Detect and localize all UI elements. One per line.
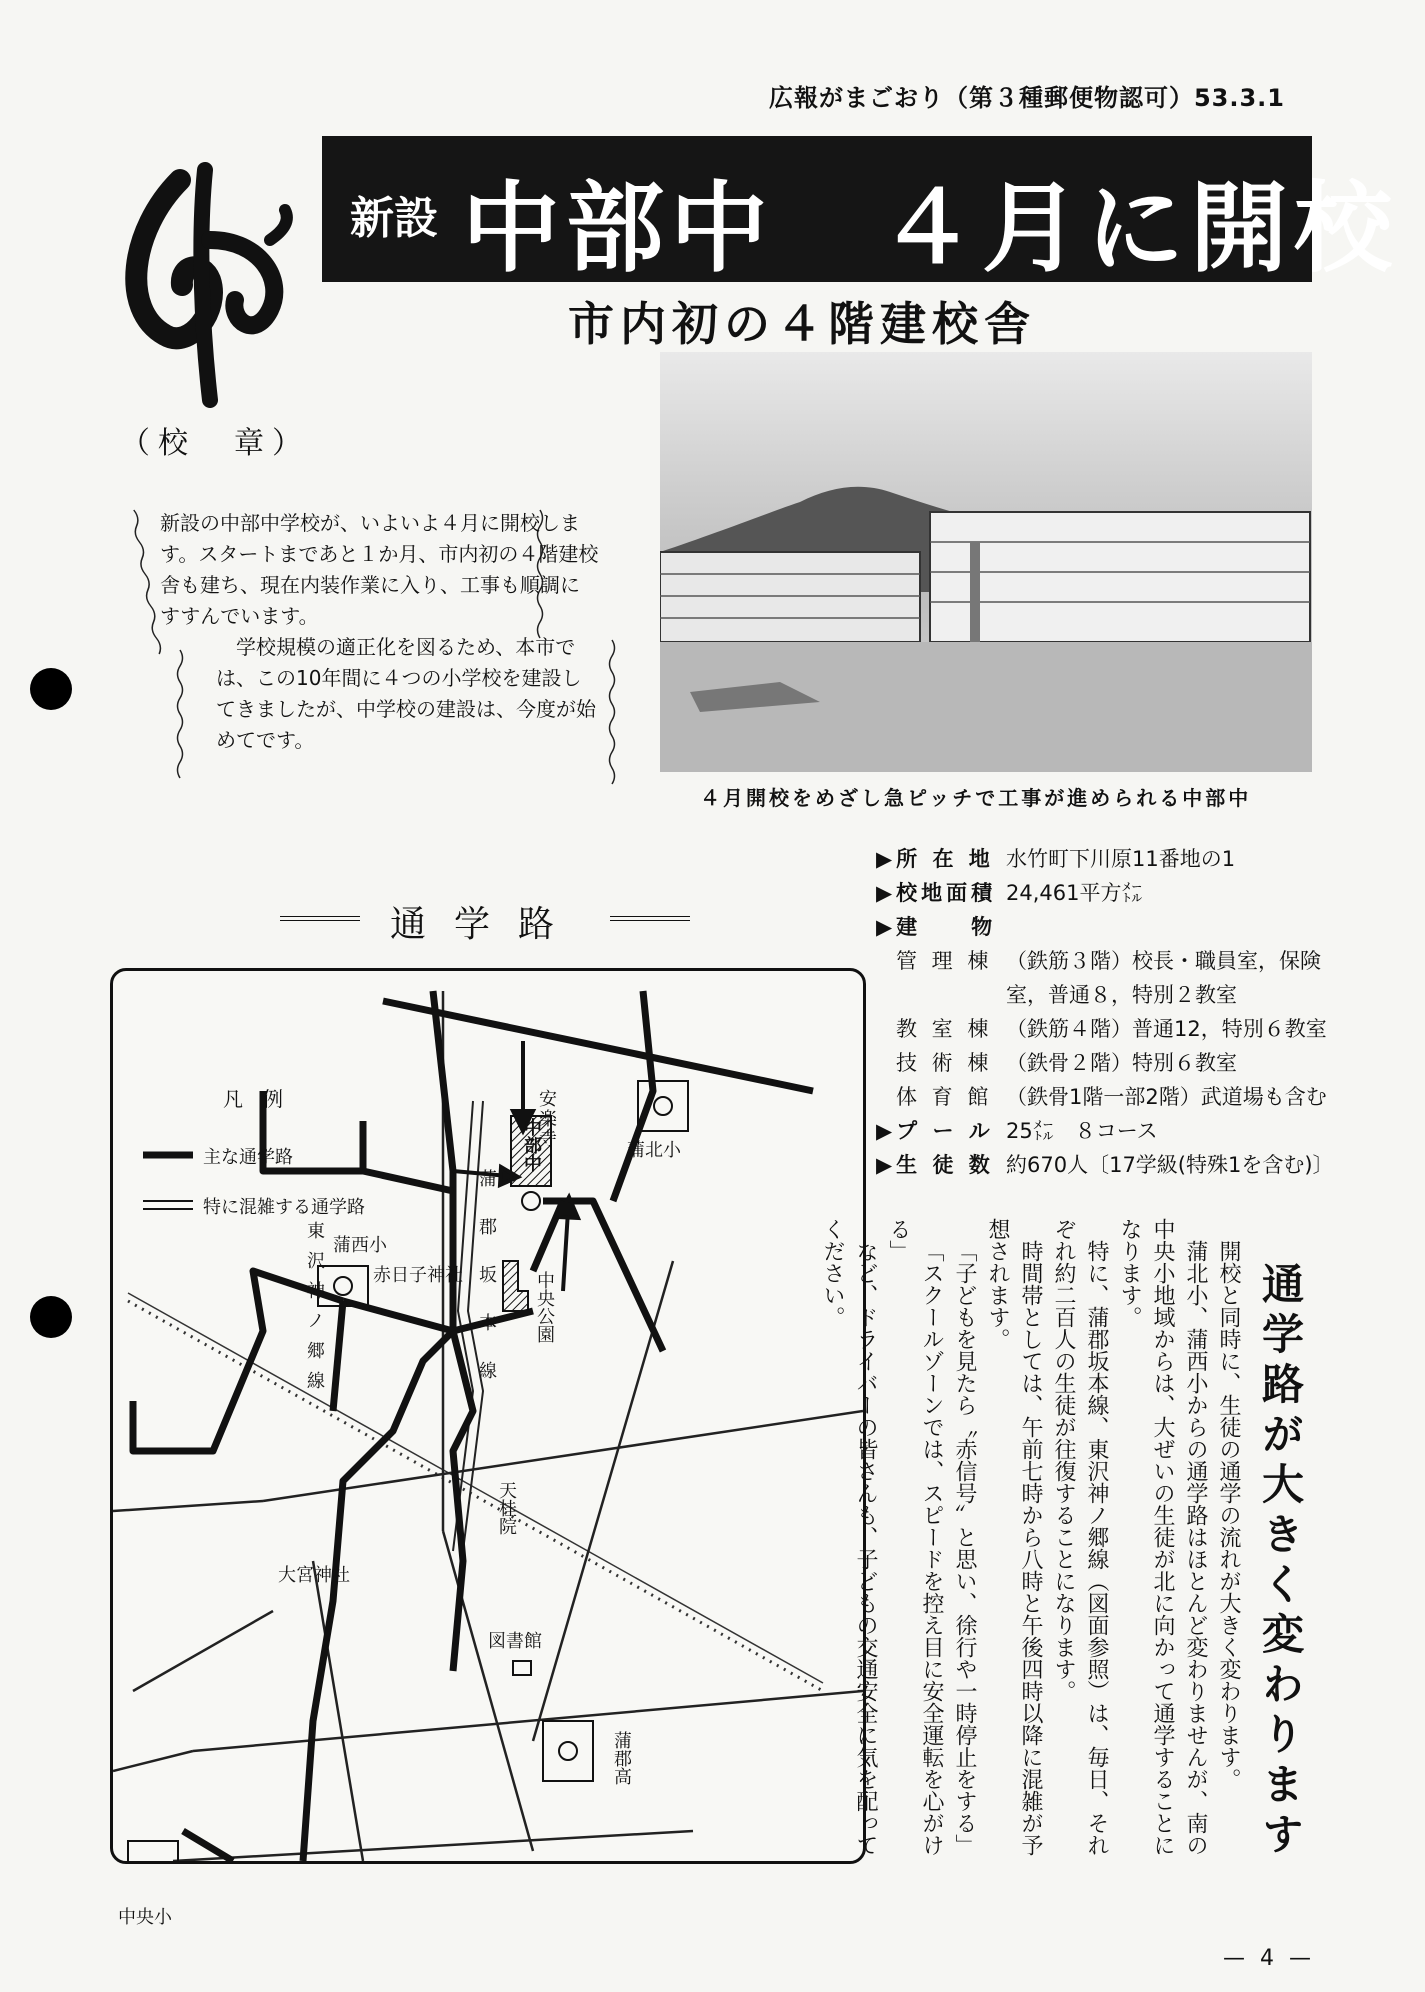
info-value: 25㍍ ８コース: [1006, 1119, 1158, 1143]
info-value: 室，普通８，特別２教室: [1006, 983, 1237, 1007]
info-label: ▶建 物: [876, 915, 997, 939]
info-value: 水竹町下川原11番地の1: [1006, 847, 1236, 871]
info-label: ▶所 在 地: [876, 847, 994, 871]
school-emblem-icon: [110, 160, 300, 410]
legend-title: 凡 例: [223, 1087, 283, 1111]
info-label: ▶プ ー ル: [876, 1119, 994, 1143]
label-chuo-koen: 中央公園: [534, 1271, 555, 1343]
info-value: （鉄骨1階一部2階）武道場も含む: [1006, 1085, 1327, 1109]
info-value: （鉄筋３階）校長・職員室，保険: [1006, 949, 1321, 973]
punch-hole: [30, 668, 72, 710]
info-label: ▶生 徒 数: [876, 1153, 994, 1177]
label-anrakuji: 安楽寺: [536, 1089, 557, 1149]
label-chubu: 中部中: [521, 1118, 542, 1172]
page-title: 中部中 ４月に開校: [462, 172, 1399, 286]
title-prefix: 新設: [350, 193, 438, 244]
publication-header: 広報がまごおり（第３種郵便物認可）53.3.1: [768, 84, 1285, 112]
info-sub-label: 体 育 館: [896, 1085, 993, 1109]
page-subtitle: 市内初の４階建校舎: [568, 297, 1036, 351]
info-value: 約670人〔17学級(特殊1を含む)〕: [1006, 1153, 1334, 1177]
intro-paragraph: 学校規模の適正化を図るため、本市では、この10年間に４つの小学校を建設してきましたが、中学校の建設は、今度が始めてです。: [216, 635, 596, 752]
info-value: 24,461平方㍍: [1006, 881, 1143, 905]
intro-text: [160, 508, 600, 756]
article-paragraph: など、ドライバーの皆さんも、子どもの交通安全に気を配ってください。: [820, 1218, 878, 1856]
label-tenkeiin: 天桂院: [496, 1481, 517, 1535]
label-toshokan: 図書館: [488, 1631, 542, 1652]
article-paragraph: 「子どもを見たら〝赤信号〟と思い、徐行や一時停止をする」: [952, 1240, 977, 1856]
label-akahiko: 赤日子神社: [373, 1265, 463, 1286]
info-sub-label: 教 室 棟: [896, 1017, 993, 1041]
article-paragraph: 蒲北小、蒲西小からの通学路はほとんど変わりませんが、南の中央小地域からは、大ぜいの生徒が北に向かって通学することになります。: [1117, 1218, 1208, 1856]
info-label: ▶校地面積: [876, 881, 997, 905]
intro-paragraph: 新設の中部中学校が、いよいよ４月に開校します。スタートまであと１か月、市内初の４階建校舎も建ち、現在内装作業に入り、工事も順調にすすんでいます。: [160, 511, 599, 628]
info-sub-label: 技 術 棟: [896, 1051, 993, 1075]
emblem-label: （校 章）: [120, 426, 310, 461]
article-paragraph: 「スクールゾーンでは、スピードを控え目に安全運転を心がける」: [886, 1218, 944, 1856]
article-paragraph: 特に、蒲郡坂本線、東沢神ノ郷線（図面参照）は、毎日、それぞれ約二百人の生徒が往復することになります。: [1051, 1218, 1109, 1856]
info-sub-label: 管 理 棟: [896, 949, 993, 973]
title-rule: [610, 916, 690, 921]
school-building-photo: [660, 352, 1312, 772]
title-rule: [280, 916, 360, 921]
info-value: （鉄筋４階）普通12，特別６教室: [1006, 1017, 1327, 1041]
info-value: （鉄骨２階）特別６教室: [1006, 1051, 1237, 1075]
school-info: [876, 842, 1334, 1182]
article-paragraph: 時間帯としては、午前七時から八時と午後四時以降に混雑が予想されます。: [985, 1218, 1043, 1856]
label-gamanishi: 蒲西小: [333, 1235, 387, 1256]
article-paragraph: 開校と同時に、生徒の通学の流れが大きく変わります。: [1216, 1240, 1241, 1790]
title-banner: [322, 136, 1399, 286]
label-omiya: 大宮神社: [278, 1565, 350, 1586]
label-gamagori-ko: 蒲郡高: [611, 1731, 632, 1785]
legend-main-route: 主な通学路: [203, 1147, 293, 1168]
punch-hole: [30, 1296, 72, 1338]
commute-route-map: [110, 968, 866, 1928]
label-chuo-sho: 中央小: [118, 1907, 172, 1928]
article-body: [820, 1218, 1245, 1858]
page-number: — 4 —: [1223, 1946, 1315, 1971]
map-title: 通学路: [390, 904, 583, 945]
article-heading: 通学路が大きく変わります: [1256, 1262, 1305, 1862]
legend-busy-route: 特に混雑する通学路: [203, 1197, 365, 1218]
label-sakamoto-route: 蒲郡坂本線: [476, 1169, 497, 1409]
photo-caption: ４月開校をめざし急ピッチで工事が進められる中部中: [700, 786, 1252, 810]
label-gamakita: 蒲北小: [627, 1140, 681, 1161]
label-higashi-route: 東沢神ノ郷線: [304, 1221, 325, 1401]
